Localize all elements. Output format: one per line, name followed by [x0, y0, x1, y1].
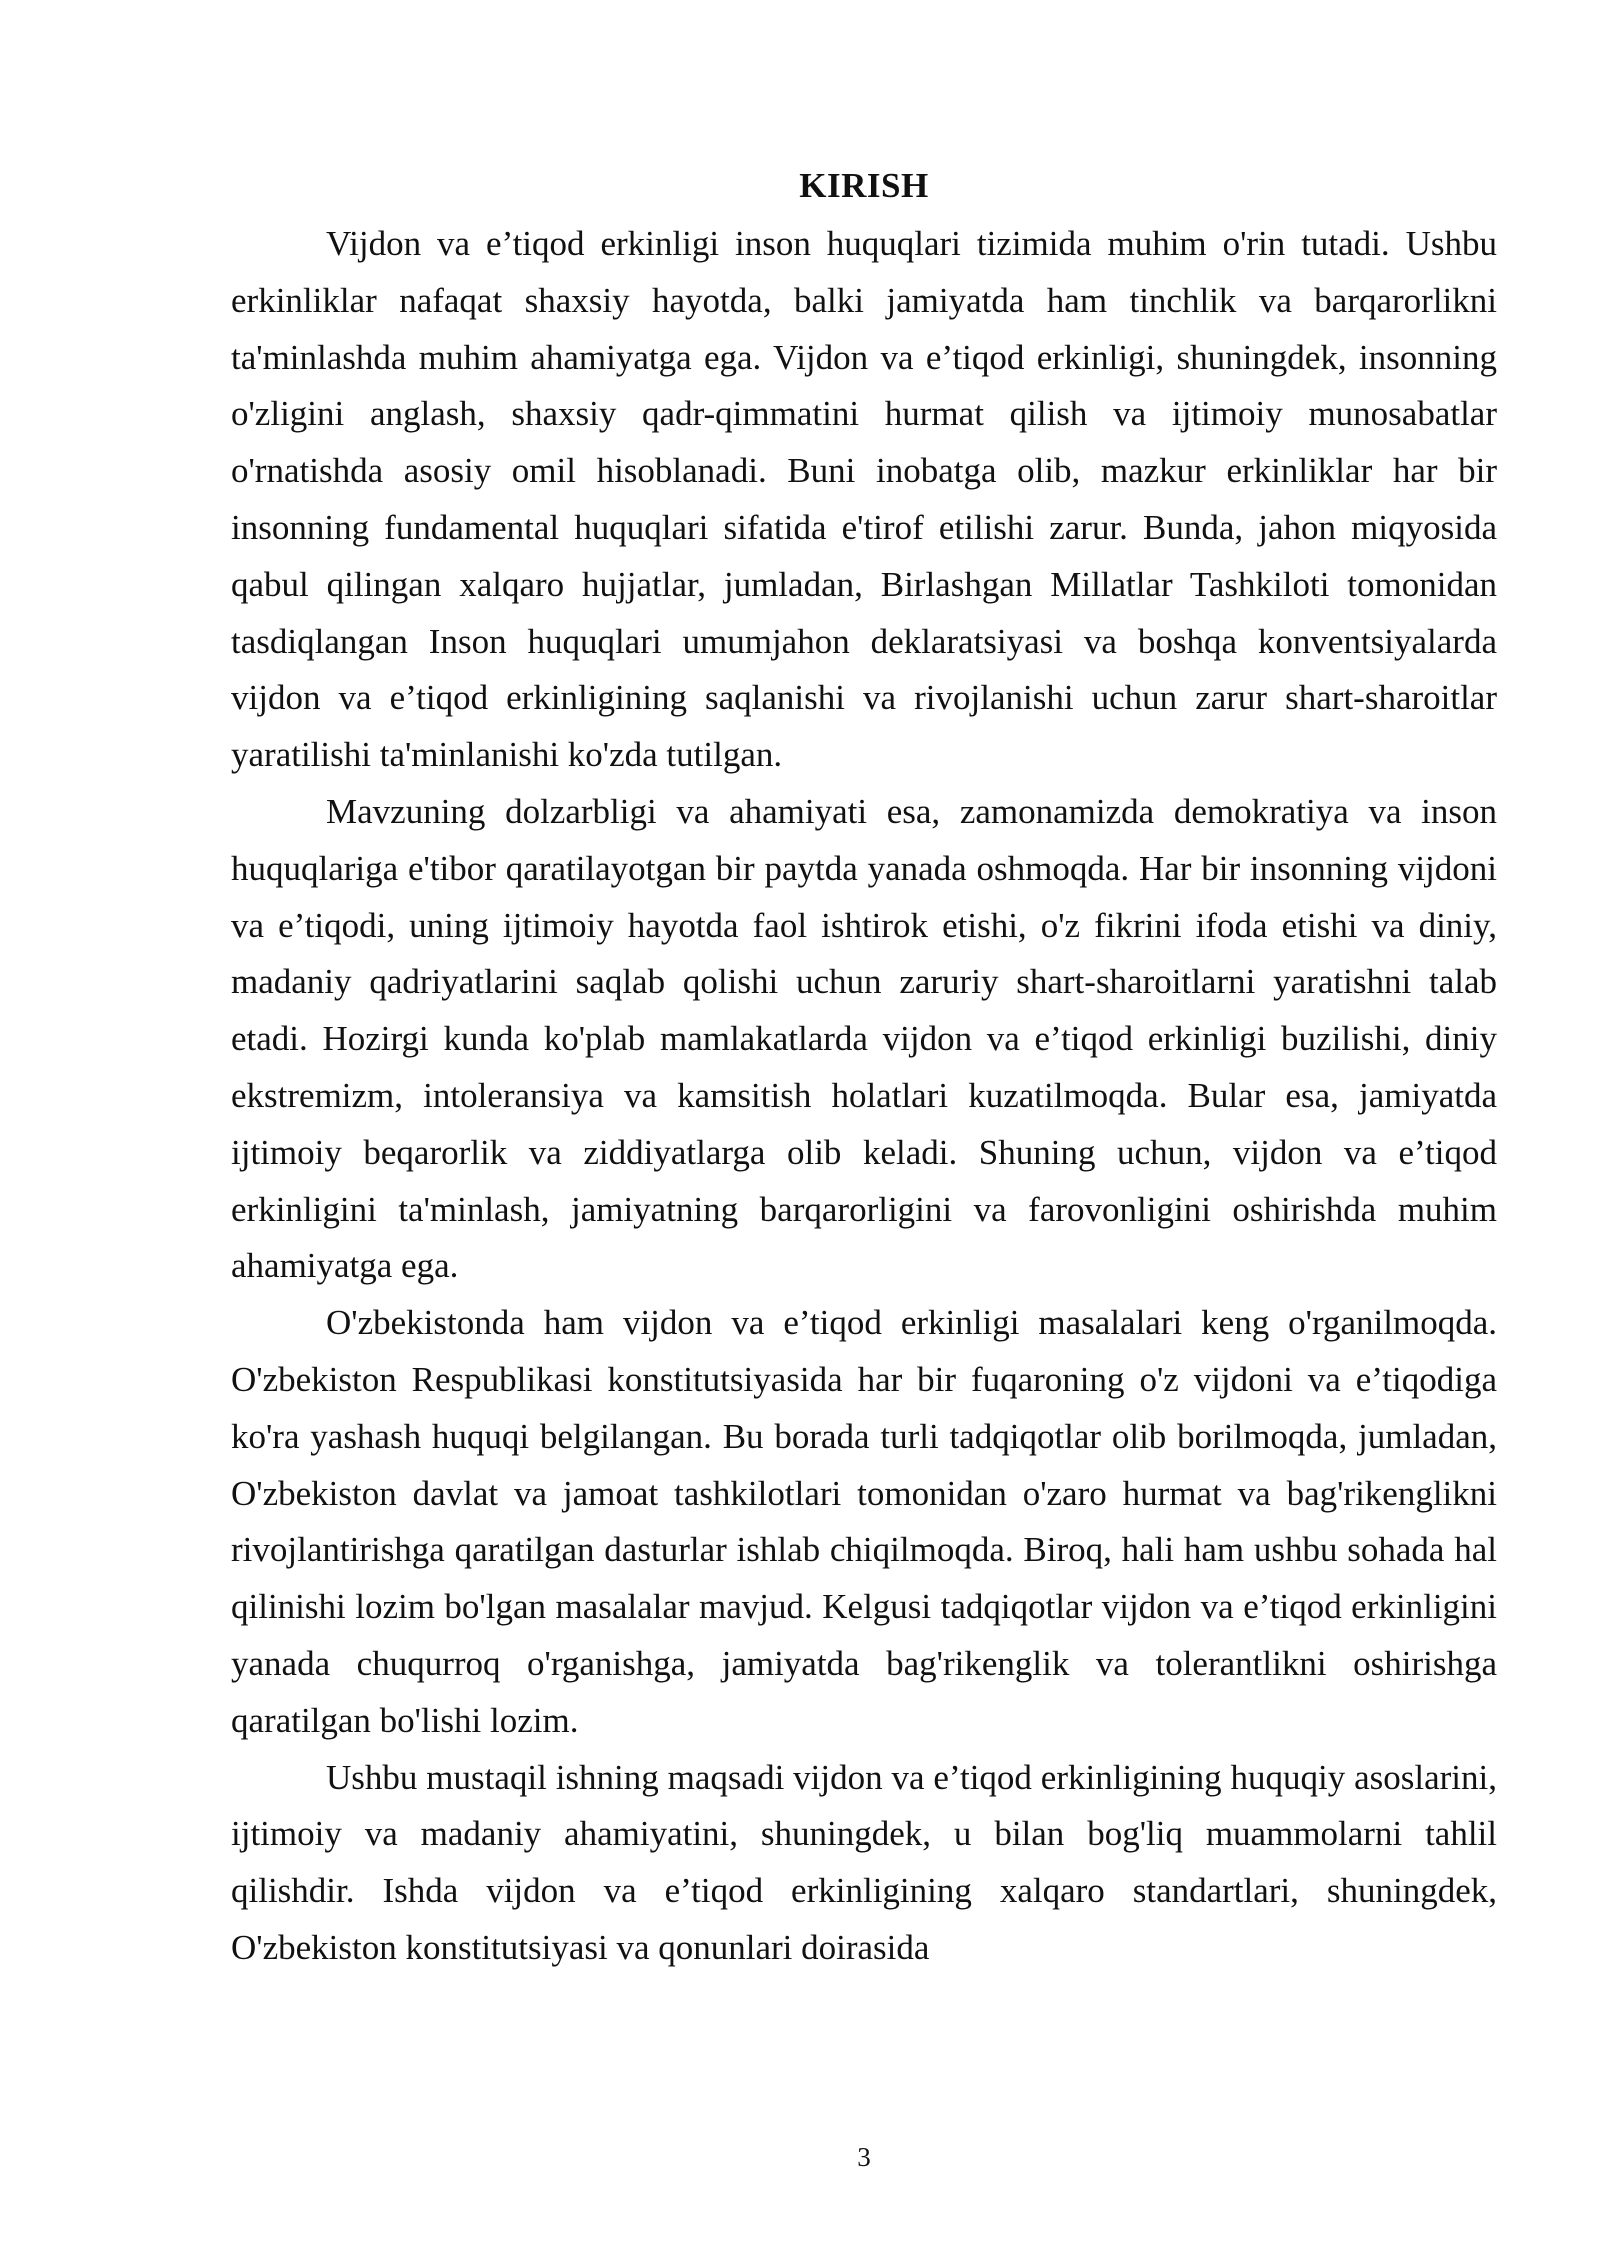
paragraph-1: Vijdon va e’tiqod erkinligi inson huquqlari tizimida muhim o'rin tutadi. Ushbu erkinliklar nafaqat shaxsiy hayotda, balki jamiyatda ham tinchlik va barqarorlikni ta'minlashda muhim ahamiyatga ega. Vijdon va e’tiqod erkinligi, shuningdek, insonning o'zligini anglash, shaxsiy qadr-qimmatini hurmat qilish va ijtimoiy munosabatlar o'rnatishda asosiy omil hisoblanadi. Buni inobatga olib, mazkur erkinliklar har bir insonning fundamental huquqlari sifatida e'tirof etilishi zarur. Bunda, jahon miqyosida qabul qilingan xalqaro hujjatlar, jumladan, Birlashgan Millatlar Tashkiloti tomonidan tasdiqlangan Inson huquqlari umumjahon deklaratsiyasi va boshqa konventsiyalarda vijdon va e’tiqod erkinligining saqlanishi va rivojlanishi uchun zarur shart-sharoitlar yaratilishi ta'minlanishi ko'zda tutilgan. [231, 224, 1497, 775]
section-title: KIRISH [799, 166, 929, 205]
page-number: 3 [857, 2142, 871, 2172]
paragraph-3: O'zbekistonda ham vijdon va e’tiqod erkinligi masalalari keng o'rganilmoqda. O'zbekiston Respublikasi konstitutsiyasida har bir fuqaroning o'z vijdoni va e’tiqodiga ko'ra yashash huquqi belgilangan. Bu borada turli tadqiqotlar olib borilmoqda, jumladan, O'zbekiston davlat va jamoat tashkilotlari tomonidan o'zaro hurmat va bag'rikenglikni rivojlantirishga qaratilgan dasturlar ishlab chiqilmoqda. Biroq, hali ham ushbu sohada hal qilinishi lozim bo'lgan masalalar mavjud. Kelgusi tadqiqotlar vijdon va e’tiqod erkinligini yanada chuqurroq o'rganishga, jamiyatda bag'rikenglik va tolerantlikni oshirishga qaratilgan bo'lishi lozim. [231, 1303, 1497, 1740]
paragraph-4: Ushbu mustaqil ishning maqsadi vijdon va e’tiqod erkinligining huquqiy asoslarini, ijtimoiy va madaniy ahamiyatini, shuningdek, u bilan bog'liq muammolarni tahlil qilishdir. Ishda vijdon va e’tiqod erkinligining xalqaro standartlari, shuningdek, O'zbekiston konstitutsiyasi va qonunlari doirasida [231, 1757, 1497, 1967]
paragraph-2: Mavzuning dolzarbligi va ahamiyati esa, zamonamizda demokratiya va inson huquqlariga e'tibor qaratilayotgan bir paytda yanada oshmoqda. Har bir insonning vijdoni va e’tiqodi, uning ijtimoiy hayotda faol ishtirok etishi, o'z fikrini ifoda etishi va diniy, madaniy qadriyatlarini saqlab qolishi uchun zaruriy shart-sharoitlarni yaratishni talab etadi. Hozirgi kunda ko'plab mamlakatlarda vijdon va e’tiqod erkinligi buzilishi, diniy ekstremizm, intoleransiya va kamsitish holatlari kuzatilmoqda. Bular esa, jamiyatda ijtimoiy beqarorlik va ziddiyatlarga olib keladi. Shuning uchun, vijdon va e’tiqod erkinligini ta'minlash, jamiyatning barqarorligini va farovonligini oshirishda muhim ahamiyatga ega. [231, 791, 1497, 1286]
page-content [231, 158, 1497, 1977]
